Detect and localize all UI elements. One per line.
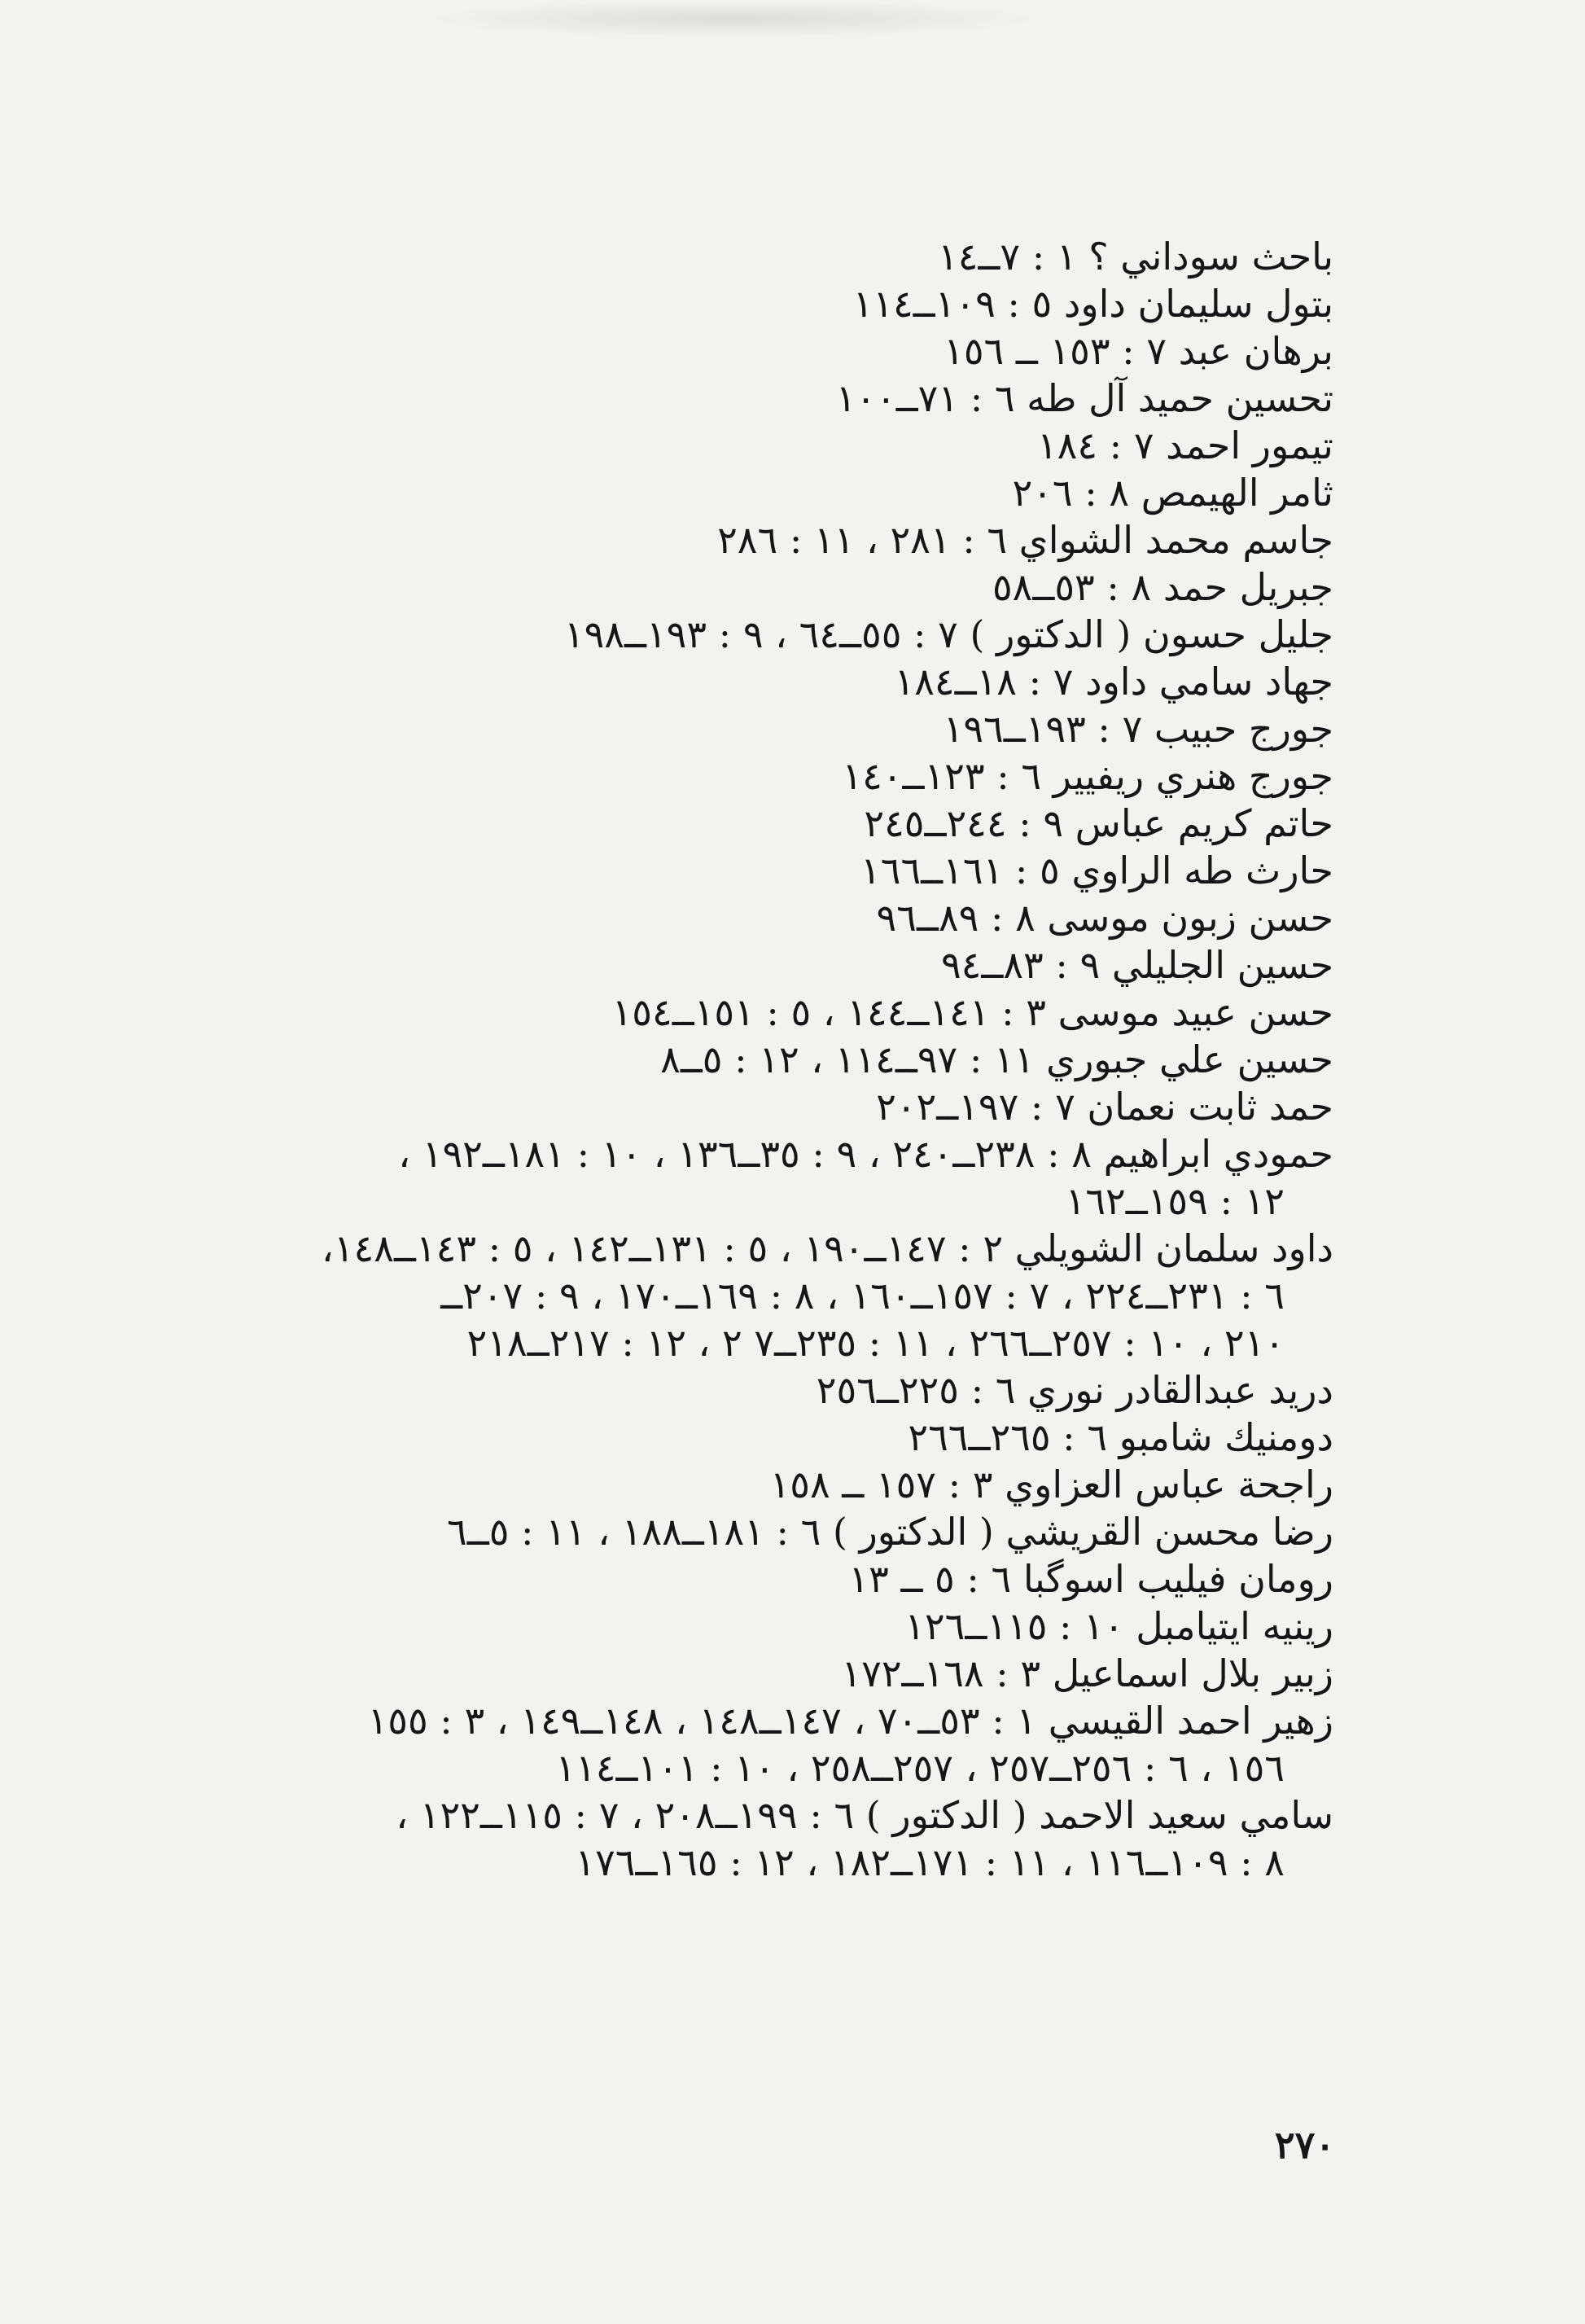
- index-entry-line: باحث سوداني ؟ ١ : ٧ــ١٤: [938, 235, 1333, 278]
- index-entry-line: حسن زبون موسى ٨ : ٨٩ــ٩٦: [876, 896, 1333, 940]
- index-entry-line: سامي سعيد الاحمد ( الدكتور ) ٦ : ١٩٩ــ٢٠٨ ، ٧ : ١١٥ــ١٢٢ ،: [396, 1793, 1333, 1837]
- index-entry-line: جهاد سامي داود ٧ : ١٨ــ١٨٤: [894, 660, 1333, 704]
- index-entry-line: جاسم محمد الشواي ٦ : ٢٨١ ، ١١ : ٢٨٦: [717, 518, 1333, 562]
- page-number: ٢٧٠: [1274, 2123, 1335, 2167]
- index-entry: [244, 1414, 1333, 1461]
- index-entry-line: رضا محسن القريشي ( الدكتور ) ٦ : ١٨١ــ١٨٨ ، ١١ : ٥ــ٦: [447, 1510, 1333, 1554]
- index-entry: [244, 1555, 1333, 1603]
- index-entry-line: رومان فيليب اسوگبا ٦ : ٥ ــ ١٣: [848, 1557, 1333, 1601]
- index-entry-line: دومنيك شامبو ٦ : ٢٦٥ــ٢٦٦: [908, 1415, 1333, 1459]
- index-entry: [244, 563, 1333, 611]
- index-entry: [244, 800, 1333, 847]
- index-entry-line: بتول سليمان داود ٥ : ١٠٩ــ١١٤: [852, 282, 1333, 326]
- index-entry: [244, 941, 1333, 989]
- index-entry-line: حمودي ابراهيم ٨ : ٢٣٨ــ٢٤٠ ، ٩ : ٣٥ــ١٣٦ ، ١٠ : ١٨١ــ١٩٢ ،: [398, 1132, 1333, 1176]
- index-entry-continuation: ١٥٦ ، ٦ : ٢٥٦ــ٢٥٧ ، ٢٥٧ــ٢٥٨ ، ١٠ : ١٠١ــ١١٤: [555, 1746, 1285, 1790]
- index-entry-continuation: ٦ : ٢٣١ــ٢٢٤ ، ٧ : ١٥٧ــ١٦٠ ، ٨ : ١٦٩ــ١٧٠ ، ٩ : ٢٠٧ــ: [440, 1274, 1285, 1318]
- index-entry-continuation: ٨ : ١٠٩ــ١١٦ ، ١١ : ١٧١ــ١٨٢ ، ١٢ : ١٦٥ــ١٧٦: [575, 1840, 1285, 1884]
- index-entry-line: حسين علي جبوري ١١ : ٩٧ــ١١٤ ، ١٢ : ٥ــ٨: [660, 1037, 1333, 1081]
- index-entry-line: تيمور احمد ٧ : ١٨٤: [1036, 423, 1333, 467]
- index-entry: [244, 1036, 1333, 1083]
- index-entry-line: زهير احمد القيسي ١ : ٥٣ــ٧٠ ، ١٤٧ــ١٤٨ ، ١٤٨ــ١٤٩ ، ٣ : ١٥٥: [367, 1699, 1333, 1743]
- index-entry-continuation: ١٢ : ١٥٩ــ١٦٢: [1065, 1179, 1285, 1223]
- index-entry: [244, 1366, 1333, 1414]
- author-index-list: [244, 233, 1333, 1886]
- index-entry: [244, 1225, 1333, 1366]
- index-entry-line: حسن عبيد موسى ٣ : ١٤١ــ١٤٤ ، ٥ : ١٥١ــ١٥٤: [611, 990, 1333, 1034]
- index-entry-line: رينيه ايتيامبل ١٠ : ١١٥ــ١٢٦: [904, 1604, 1333, 1648]
- index-entry: [244, 989, 1333, 1036]
- index-entry-line: زبير بلال اسماعيل ٣ : ١٦٨ــ١٧٢: [841, 1651, 1333, 1695]
- scan-shadow: [423, 0, 1042, 37]
- index-entry: [244, 1650, 1333, 1697]
- index-entry: [244, 1791, 1333, 1886]
- index-entry-line: دريد عبدالقادر نوري ٦ : ٢٢٥ــ٢٥٦: [816, 1368, 1333, 1412]
- index-entry: [244, 280, 1333, 327]
- index-entry-line: حاتم كريم عباس ٩ : ٢٤٤ــ٢٤٥: [864, 801, 1333, 845]
- index-entry: [244, 752, 1333, 800]
- index-entry: [244, 658, 1333, 705]
- index-entry-line: داود سلمان الشويلي ٢ : ١٤٧ــ١٩٠ ، ٥ : ١٣١ــ١٤٢ ، ٥ : ١٤٣ــ١٤٨،: [321, 1226, 1333, 1270]
- index-entry: [244, 516, 1333, 563]
- index-entry-line: برهان عبد ٧ : ١٥٣ ــ ١٥٦: [944, 329, 1333, 373]
- index-entry-line: حارث طه الراوي ٥ : ١٦١ــ١٦٦: [860, 848, 1333, 892]
- index-entry: [244, 611, 1333, 658]
- index-entry: [244, 1130, 1333, 1225]
- index-entry: [244, 1508, 1333, 1555]
- index-entry: [244, 705, 1333, 752]
- index-entry: [244, 327, 1333, 375]
- index-entry-line: جورج هنري ريفيير ٦ : ١٢٣ــ١٤٠: [842, 754, 1333, 798]
- index-entry: [244, 375, 1333, 422]
- index-entry-line: جورج حبيب ٧ : ١٩٣ــ١٩٦: [943, 707, 1333, 751]
- index-entry: [244, 1461, 1333, 1508]
- index-entry-line: جبريل حمد ٨ : ٥٣ــ٥٨: [992, 565, 1333, 609]
- index-entry: [244, 1603, 1333, 1650]
- index-entry: [244, 1083, 1333, 1130]
- index-entry-line: راجحة عباس العزاوي ٣ : ١٥٧ ــ ١٥٨: [769, 1462, 1333, 1506]
- index-entry: [244, 469, 1333, 516]
- index-entry-line: حسين الجليلي ٩ : ٨٣ــ٩٤: [940, 943, 1333, 987]
- index-entry-line: جليل حسون ( الدكتور ) ٧ : ٥٥ــ٦٤ ، ٩ : ١٩٣ــ١٩٨: [563, 612, 1333, 656]
- index-entry: [244, 233, 1333, 280]
- index-entry: [244, 847, 1333, 894]
- index-entry: [244, 894, 1333, 941]
- index-entry-continuation: ٢١٠ ، ١٠ : ٢٥٧ــ٢٦٦ ، ١١ : ٢٣٥ــ٧ ٢ ، ١٢ : ٢١٧ــ٢١٨: [466, 1321, 1285, 1365]
- index-entry-line: حمد ثابت نعمان ٧ : ١٩٧ــ٢٠٢: [876, 1085, 1333, 1129]
- index-entry: [244, 1697, 1333, 1791]
- index-entry-line: تحسين حميد آل طه ٦ : ٧١ــ١٠٠: [835, 376, 1333, 420]
- index-entry: [244, 422, 1333, 469]
- index-entry-line: ثامر الهيمص ٨ : ٢٠٦: [1012, 471, 1333, 515]
